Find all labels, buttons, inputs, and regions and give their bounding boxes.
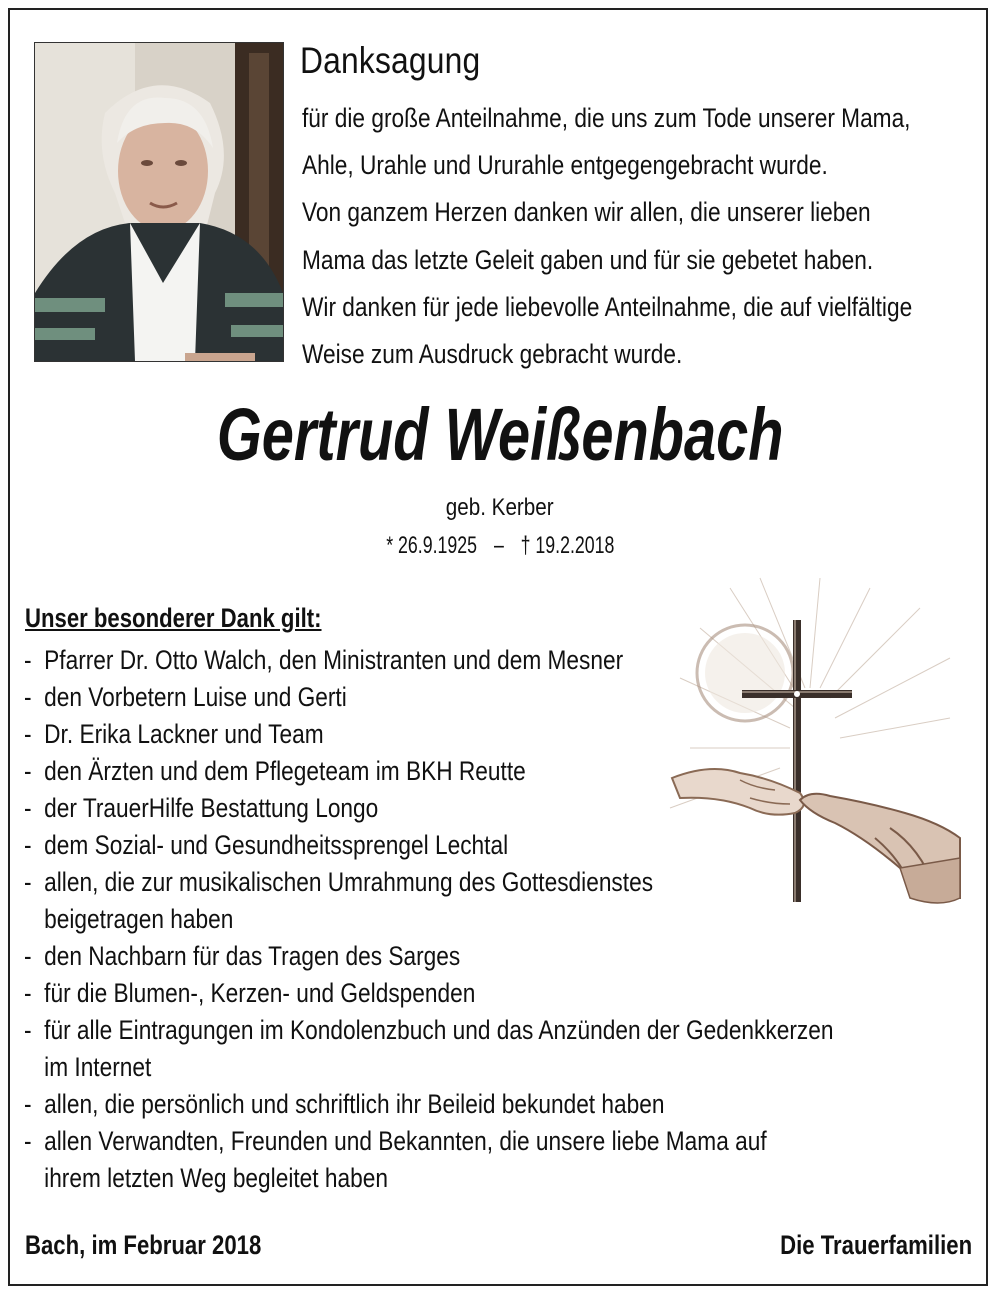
intro-line: für die große Anteilnahme, die uns zum Tode unserer Mama, [302,103,911,133]
maiden-name-text: geb. Kerber [446,494,554,521]
list-item [24,1086,864,1123]
list-bullet: - [24,756,32,786]
intro-line: Ahle, Urahle und Ururahle entgegengebracht wurde. [302,150,828,181]
intro-title: Danksagung [300,40,481,81]
list-item-text: den Vorbetern Luise und Gerti [44,682,347,712]
place-date: Bach, im Februar 2018 [25,1230,262,1260]
thanks-heading: Unser besonderer Dank gilt: [25,603,322,633]
deceased-name-text: Gertrud Weißenbach [216,393,784,476]
list-item [24,938,864,975]
list-item-text: für alle Eintragungen im Kondolenzbuch und das Anzünden der Gedenkkerzen [44,1015,834,1045]
signature: Die Trauerfamilien [780,1230,972,1260]
life-dates [0,532,1000,560]
list-item-text: für die Blumen-, Kerzen- und Geldspenden [44,978,476,1008]
death-date: † 19.2.2018 [520,532,615,559]
list-bullet: - [24,719,32,749]
portrait-photo [34,42,284,362]
deceased-name [0,392,1000,477]
list-item-text: Dr. Erika Lackner und Team [44,719,324,749]
list-item-text: allen, die persönlich und schriftlich ihr Beileid bekundet haben [44,1089,665,1119]
list-item-text: allen Verwandten, Freunden und Bekannten, die unsere liebe Mama auf [44,1126,767,1156]
list-item-text: den Ärzten und dem Pflegeteam im BKH Reutte [44,756,526,786]
intro-line: Von ganzem Herzen danken wir allen, die unserer lieben [302,197,871,228]
life-dates-text [378,532,621,560]
list-item-text: allen, die zur musikalischen Umrahmung des Gottesdienstes [44,867,654,897]
list-item [24,790,864,827]
intro-line: Weise zum Ausdruck gebracht wurde. [302,338,683,369]
list-bullet: - [24,830,32,860]
list-item-text: den Nachbarn für das Tragen des Sarges [44,941,461,971]
list-item-text: dem Sozial- und Gesundheitssprengel Lechtal [44,830,509,860]
intro-line: Mama das letzte Geleit gaben und für sie gebetet haben. [302,244,874,275]
maiden-name [0,494,1000,522]
list-bullet: - [24,941,32,971]
list-bullet: - [24,645,32,675]
list-item [24,1123,864,1197]
list-item-text: Pfarrer Dr. Otto Walch, den Ministranten und dem Mesner [44,645,624,675]
list-bullet: - [24,1126,32,1156]
list-item-continuation: beigetragen haben [44,904,234,934]
intro-line: Wir danken für jede liebevolle Anteilnahme, die auf vielfältige [302,291,913,322]
list-bullet: - [24,793,32,823]
list-item [24,827,864,864]
list-item [24,642,864,679]
list-item [24,864,864,938]
list-bullet: - [24,1015,32,1045]
list-item-continuation: im Internet [44,1052,152,1082]
date-separator: – [493,532,504,559]
list-item [24,1012,864,1086]
list-bullet: - [24,867,32,897]
list-item [24,679,864,716]
birth-date: * 26.9.1925 [385,532,477,559]
intro-text [302,95,1000,378]
list-item-text: der TrauerHilfe Bestattung Longo [44,793,379,823]
list-item [24,716,864,753]
list-item [24,975,864,1012]
list-bullet: - [24,978,32,1008]
list-item [24,753,864,790]
list-item-continuation: ihrem letzten Weg begleitet haben [44,1163,388,1193]
list-bullet: - [24,1089,32,1119]
thanks-list [24,642,1000,1197]
list-bullet: - [24,682,32,712]
